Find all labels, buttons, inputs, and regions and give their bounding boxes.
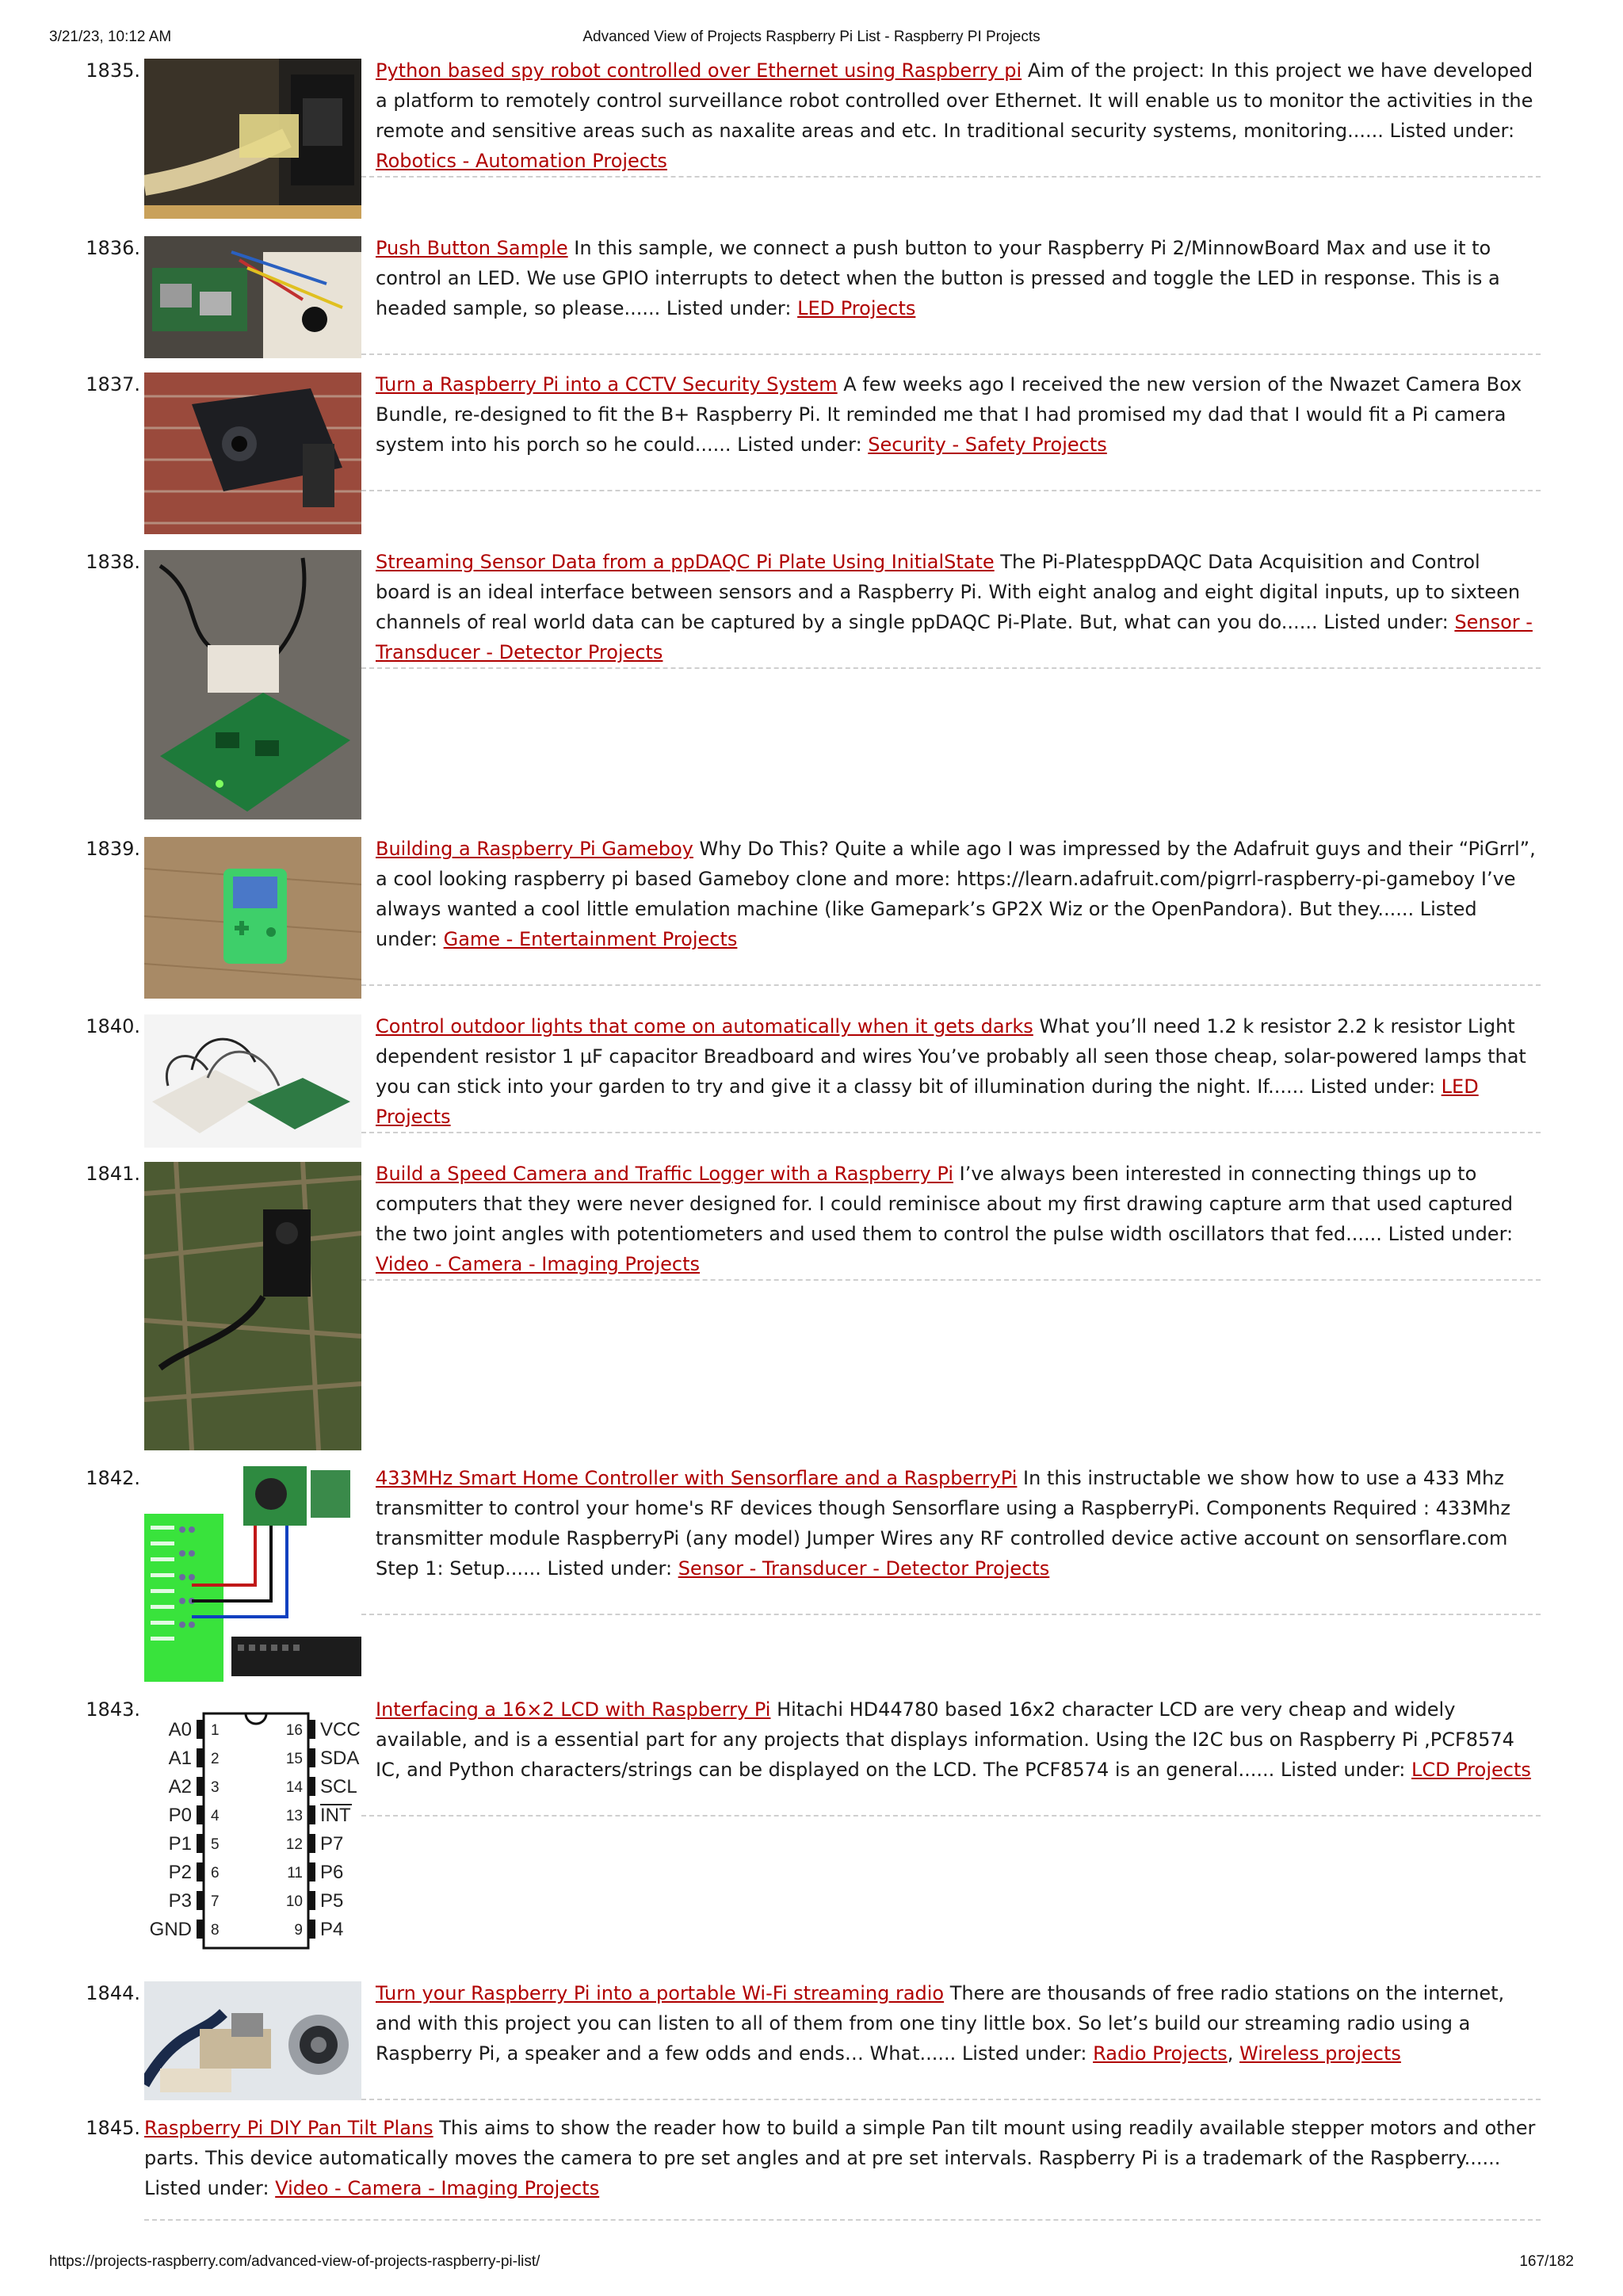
category-link[interactable]: Security - Safety Projects — [868, 434, 1107, 456]
project-description: The Pi-PlatesppDAQC Data Acquisition and Control board is an ideal interface between sensors and a Raspberry Pi. With eight analog and eight digital inputs, up to sixteen channels of real world data can be captured by a single ppDAQC Pi-Plate. But, what can you do...... Listed under: — [376, 551, 1521, 633]
wifi-radio-thumbnail[interactable] — [144, 1981, 361, 2100]
pin-right-label: P5 — [320, 1890, 344, 1912]
pin-right-label: VCC — [320, 1719, 361, 1740]
project-title-link[interactable]: Interfacing a 16×2 LCD with Raspberry Pi — [376, 1698, 771, 1721]
project-title-link[interactable]: Turn a Raspberry Pi into a CCTV Security System — [376, 373, 838, 395]
camera-box-thumbnail[interactable] — [144, 372, 361, 534]
project-title-link[interactable]: Building a Raspberry Pi Gameboy — [376, 838, 693, 860]
pin-left-label: A1 — [168, 1748, 192, 1769]
project-description: Aim of the project: In this project we have developed a platform to remotely control surveillance robot controlled over Ethernet. It will enable us to monitor the activities in the remote and sensitive areas such as naxalite areas and etc. In traditional security systems, monitoring...... Listed under: — [376, 59, 1533, 142]
pin-left-number: 5 — [211, 1836, 220, 1853]
rf-wiring-thumbnail[interactable] — [144, 1466, 361, 1682]
pin-right-label: SDA — [320, 1748, 360, 1769]
pin-left-label: GND — [149, 1919, 192, 1940]
project-title-link[interactable]: Push Button Sample — [376, 237, 568, 259]
project-description: Hitachi HD44780 based 16x2 character LCD are very cheap and widely available, and is a essential part for any projects that displays information. Using the I2C bus on Raspberry Pi ,PCF8574 IC, and Python characters/strings can be displayed on the LCD. The PCF8574 is an general...... Listed under: — [376, 1698, 1514, 1781]
entry-text — [376, 1159, 1541, 1279]
pin-right-number: 9 — [294, 1922, 303, 1939]
pin-right — [308, 1748, 315, 1767]
category-link[interactable]: LED Projects — [797, 297, 916, 319]
pin-right-number: 15 — [285, 1751, 303, 1767]
speed-camera-thumbnail[interactable] — [144, 1162, 361, 1450]
pin-left — [197, 1777, 204, 1796]
pin-right — [308, 1862, 315, 1881]
pin-right-number: 11 — [287, 1865, 303, 1881]
entry-divider — [361, 1132, 1541, 1133]
project-title-link[interactable]: Streaming Sensor Data from a ppDAQC Pi Plate Using InitialState — [376, 551, 995, 573]
pin-left — [197, 1862, 204, 1881]
sensor-board-thumbnail[interactable] — [144, 550, 361, 819]
project-title-link[interactable]: Python based spy robot controlled over Ethernet using Raspberry pi — [376, 59, 1022, 82]
pin-left-label: A0 — [168, 1719, 192, 1740]
pin-right-label: SCL — [320, 1776, 357, 1797]
entry-divider — [361, 1815, 1541, 1817]
pin-right-number: 12 — [285, 1836, 303, 1853]
entry-text — [376, 1978, 1541, 2069]
pin-left-label: P0 — [168, 1805, 192, 1826]
pin-left — [197, 1834, 204, 1853]
pin-right — [308, 1805, 315, 1824]
entry-divider — [361, 984, 1541, 986]
pcf8574-pinout-thumbnail[interactable] — [144, 1698, 361, 1956]
entry-divider — [361, 1614, 1541, 1615]
pin-right — [308, 1720, 315, 1739]
entry-text — [376, 369, 1541, 460]
category-link[interactable]: LCD Projects — [1411, 1759, 1531, 1781]
pin-right-number: 14 — [285, 1779, 303, 1796]
pin-left-label: P1 — [168, 1833, 192, 1855]
pin-right — [308, 1834, 315, 1853]
pin-right — [308, 1920, 315, 1939]
entry-text — [376, 547, 1541, 667]
pin-right-number: 13 — [285, 1808, 303, 1824]
project-title-link[interactable]: 433MHz Smart Home Controller with Sensorflare and a RaspberryPi — [376, 1467, 1018, 1489]
page-title: Advanced View of Projects Raspberry Pi List - Raspberry PI Projects — [582, 29, 1041, 45]
print-datetime: 3/21/23, 10:12 AM — [49, 29, 172, 45]
project-description: There are thousands of free radio stations on the internet, and with this project you can listen to all of them from one tiny little box. So let’s build our streaming radio using a Raspberry Pi, a speaker and a few odds and ends… What...... Listed under: — [376, 1982, 1505, 2065]
pin-left — [197, 1805, 204, 1824]
page-number: 167/182 — [1519, 2253, 1574, 2270]
pin-left-number: 2 — [211, 1751, 220, 1767]
entry-number: 1839. — [86, 838, 140, 860]
pin-left-number: 7 — [211, 1893, 220, 1910]
pin-left-label: A2 — [168, 1776, 192, 1797]
category-link[interactable]: Robotics - Automation Projects — [376, 150, 667, 172]
project-description: In this instructable we show how to use a 433 Mhz transmitter to control your home's RF devices though Sensorflare using a RaspberryPi. Components Required : 433Mhz transmitter module RaspberryPi (any model) Jumper Wires any RF controlled device active account on sensorflare.com Step 1: Setup...... Listed under: — [376, 1467, 1510, 1580]
pin-right-label: P7 — [320, 1833, 344, 1855]
pin-right-label: P4 — [320, 1919, 344, 1940]
category-link[interactable]: Sensor - Transducer - Detector Projects — [376, 611, 1533, 663]
pin-left — [197, 1891, 204, 1910]
entry-text — [376, 55, 1541, 176]
pin-left-number: 8 — [211, 1922, 220, 1939]
entry-divider — [361, 2099, 1541, 2100]
entry-text — [376, 1011, 1541, 1132]
pinout-diagram — [144, 1698, 361, 1956]
category-link[interactable]: Sensor - Transducer - Detector Projects — [678, 1557, 1050, 1580]
pin-left — [197, 1748, 204, 1767]
entry-number: 1838. — [86, 551, 140, 573]
entry-number: 1841. — [86, 1163, 140, 1185]
pin-left-label: P2 — [168, 1862, 192, 1883]
pin-right — [308, 1777, 315, 1796]
entry-number: 1835. — [86, 59, 140, 82]
pin-left-number: 3 — [211, 1779, 220, 1796]
entry-number: 1837. — [86, 373, 140, 395]
entry-number: 1842. — [86, 1467, 140, 1489]
entry-divider — [361, 667, 1541, 669]
pin-left — [197, 1920, 204, 1939]
project-description: I’ve always been interested in connecting things up to computers that they were never designed for. I could reminisce about my first drawing capture arm that used captured the two joint angles with potentiometers and used them to control the pulse width oscillators that fed...... Listed under: — [376, 1163, 1514, 1245]
pin-left-number: 4 — [211, 1808, 220, 1824]
entry-text — [376, 1463, 1541, 1584]
pin-right — [308, 1891, 315, 1910]
category-separator: , — [1227, 2042, 1240, 2065]
project-description: Why Do This? Quite a while ago I was impressed by the Adafruit guys and their “PiGrrl”, a cool looking raspberry pi based Gameboy clone and more: https://learn.adafruit.com/pigrrl-raspberry-pi-gameboy I’ve always wanted a cool little emulation machine (like Gamepark’s GP2X Wiz or the OpenPandora). But they...... Listed under: — [376, 838, 1536, 950]
entry-number: 1844. — [86, 1982, 140, 2004]
pin-left-number: 6 — [211, 1865, 220, 1881]
project-description: In this sample, we connect a push button to your Raspberry Pi 2/MinnowBoard Max and use it to control an LED. We use GPIO interrupts to detect when the button is pressed and toggle the LED in response. This is a headed sample, so please...... Listed under: — [376, 237, 1500, 319]
project-description: This aims to show the reader how to build a simple Pan tilt mount using readily available stepper motors and other parts. This device automatically moves the camera to pre set angles and at pre set intervals. Raspberry Pi is a trademark of the Raspberry...... Listed under: — [144, 2117, 1536, 2199]
category-link[interactable]: Wireless projects — [1239, 2042, 1401, 2065]
breadboard-button-thumbnail[interactable] — [144, 236, 361, 358]
pin-right-label: INT — [320, 1805, 351, 1826]
entry-text — [144, 2113, 1541, 2203]
print-footer — [49, 2253, 1574, 2272]
category-link[interactable]: Video - Camera - Imaging Projects — [275, 2177, 600, 2199]
entry-divider — [361, 490, 1541, 491]
ethernet-cable-thumbnail[interactable] — [144, 59, 361, 219]
category-link[interactable]: LED Projects — [376, 1075, 1479, 1128]
category-link[interactable]: Radio Projects — [1093, 2042, 1228, 2065]
category-link[interactable]: Video - Camera - Imaging Projects — [376, 1253, 701, 1275]
entry-number: 1836. — [86, 237, 140, 259]
pin-left — [197, 1720, 204, 1739]
page-url: https://projects-raspberry.com/advanced-view-of-projects-raspberry-pi-list/ — [49, 2253, 540, 2270]
entry-number: 1843. — [86, 1698, 140, 1721]
pin-right-label: P6 — [320, 1862, 344, 1883]
entry-divider — [361, 353, 1541, 355]
gameboy-thumbnail[interactable] — [144, 837, 361, 999]
project-description: What you’ll need 1.2 k resistor 2.2 k resistor Light dependent resistor 1 µF capacitor Breadboard and wires You’ve probably all seen those cheap, solar-powered lamps that you can stick into your garden to try and give it a classy bit of illumination during the night. If...... Listed under: — [376, 1015, 1526, 1098]
entry-divider — [361, 176, 1541, 178]
category-link[interactable]: Game - Entertainment Projects — [443, 928, 738, 950]
pin-right-number: 16 — [285, 1722, 303, 1739]
entry-divider — [144, 2219, 1541, 2221]
entry-text — [376, 834, 1541, 954]
project-title-link[interactable]: Raspberry Pi DIY Pan Tilt Plans — [144, 2117, 433, 2139]
project-title-link[interactable]: Build a Speed Camera and Traffic Logger with a Raspberry Pi — [376, 1163, 953, 1185]
project-title-link[interactable]: Control outdoor lights that come on automatically when it gets darks — [376, 1015, 1033, 1037]
pin-left-number: 1 — [211, 1722, 220, 1739]
print-header — [49, 29, 1574, 48]
entry-text — [376, 233, 1541, 323]
pin-right-number: 10 — [285, 1893, 303, 1910]
entry-number: 1845. — [86, 2117, 140, 2139]
project-title-link[interactable]: Turn your Raspberry Pi into a portable Wi-Fi streaming radio — [376, 1982, 945, 2004]
pin-left-label: P3 — [168, 1890, 192, 1912]
project-description: A few weeks ago I received the new version of the Nwazet Camera Box Bundle, re-designed to fit the B+ Raspberry Pi. It reminded me that I had promised my dad that I would fit a Pi camera system into his porch so he could...... Listed under: — [376, 373, 1522, 456]
outdoor-lights-thumbnail[interactable] — [144, 1014, 361, 1148]
entry-divider — [361, 1279, 1541, 1281]
entry-number: 1840. — [86, 1015, 140, 1037]
entry-text — [376, 1694, 1541, 1785]
